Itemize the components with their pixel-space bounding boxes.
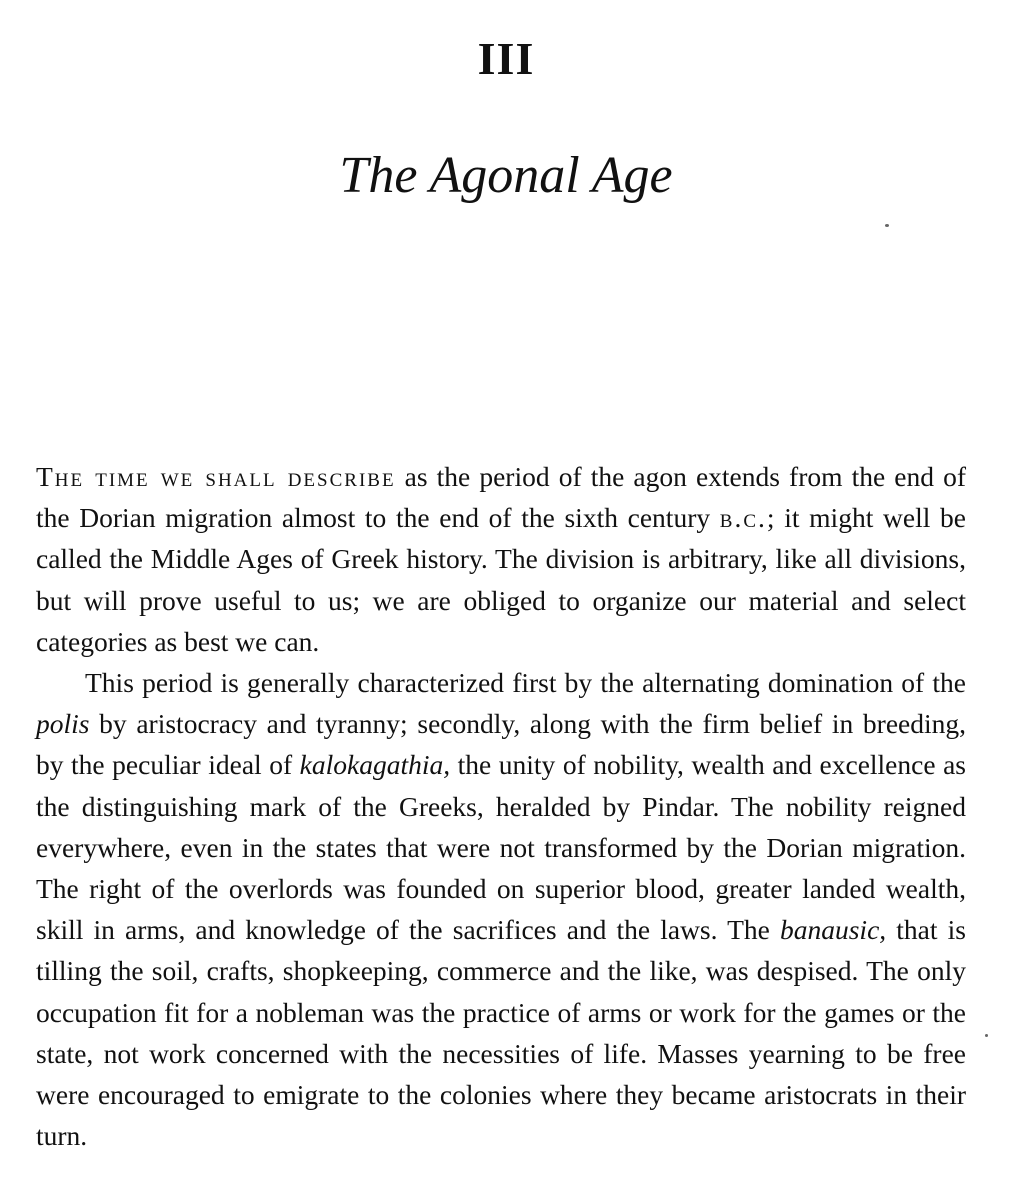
term-banausic: banausic, — [779, 914, 887, 946]
lead-in-smallcaps: The time we shall describe — [36, 461, 396, 492]
scan-speck — [885, 224, 889, 227]
paragraph-2-text-4: that is tilling the soil, crafts, shopkeeping, commerce and the like, was despised. The only occupation fit for a nobleman was the practice of arms or work for the games or the state, not work concerned with the necessities of life. Masses yearning to be free were encouraged to emigrate to the colonies where they became aristocrats in their turn. — [36, 914, 966, 1152]
paragraph-1-tail: ; it might well be called the Middle Ages of Greek history. The division is arbitrary, like all divisions, but will prove useful to us; we are obliged to organize our material and select categories as best we can. — [36, 502, 966, 657]
paragraph-2 — [36, 662, 966, 1156]
body-text — [36, 456, 966, 1156]
chapter-number: III — [477, 33, 535, 84]
term-polis: polis — [36, 708, 90, 740]
paragraph-1 — [36, 456, 966, 662]
term-kalokagathia: kalokagathia, — [299, 749, 451, 781]
scan-speck — [985, 1034, 988, 1037]
paragraph-2-text-3: the unity of nobility, wealth and excellence as the distinguishing mark of the Greeks, heralded by Pindar. The nobility reigned everywhere, even in the states that were not transformed by the Dorian migration. The right of the overlords was founded on superior blood, greater landed wealth, skill in arms, and knowledge of the sacrifices and the laws. The — [36, 749, 966, 946]
paragraph-2-text-2: by aristocracy and tyranny; secondly, along with the firm belief in breeding, by the peculiar ideal of — [36, 708, 966, 781]
era-smallcaps: b.c. — [719, 502, 767, 534]
chapter-title: The Agonal Age — [339, 147, 673, 204]
paragraph-1-text: as the period of the agon extends from the end of the Dorian migration almost to the end of the sixth century — [36, 461, 967, 534]
paragraph-2-text-1: This period is generally characterized first by the alternating domination of the — [85, 667, 966, 699]
